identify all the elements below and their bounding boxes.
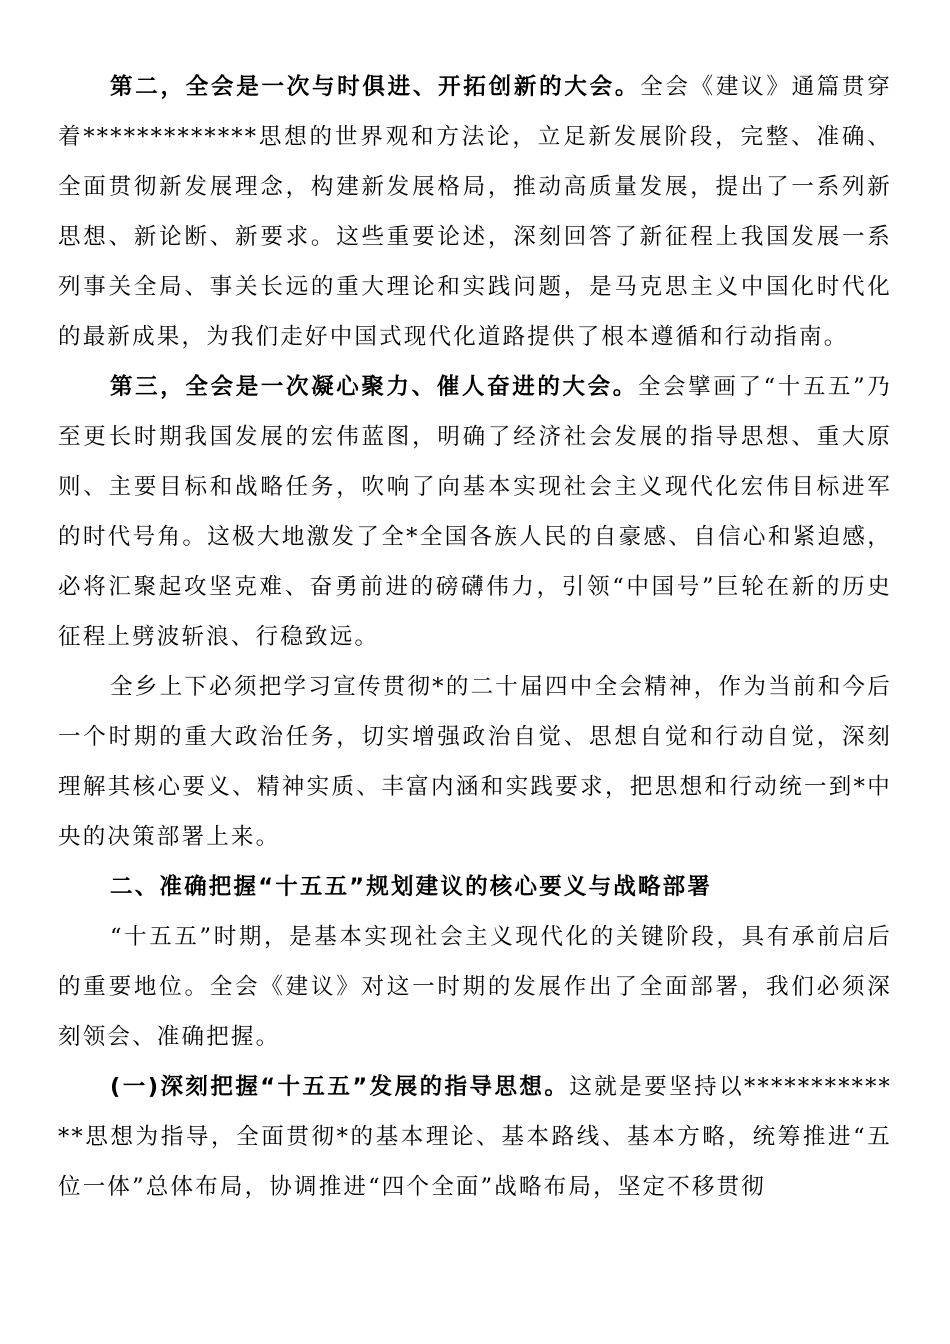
paragraph-body: “十五五”时期，是基本实现社会主义现代化的关键阶段，具有承前启后的重要地位。全会《建议》对这一时期的发展作出了全面部署，我们必须深刻领会、准确把握。 bbox=[58, 924, 892, 1050]
paragraph-township-study bbox=[58, 662, 892, 862]
paragraph-guiding-thought bbox=[58, 1062, 892, 1212]
paragraph-lead-bold: 第二，全会是一次与时俱进、开拓创新的大会。 bbox=[110, 74, 641, 100]
paragraph-lead-bold: (一)深刻把握“十五五”发展的指导思想。 bbox=[110, 1074, 570, 1100]
paragraph-body: 全乡上下必须把学习宣传贯彻*的二十届四中全会精神，作为当前和今后一个时期的重大政治任务，切实增强政治自觉、思想自觉和行动自觉，深刻理解其核心要义、精神实质、丰富内涵和实践要求，把思想和行动统一到*中央的决策部署上来。 bbox=[58, 674, 892, 850]
document-page bbox=[58, 62, 892, 1212]
paragraph-third-point bbox=[58, 362, 892, 662]
paragraph-second-point bbox=[58, 62, 892, 362]
section-heading-two: 二、准确把握“十五五”规划建议的核心要义与战略部署 bbox=[110, 874, 713, 900]
paragraph-body: 全会《建议》通篇贯穿着*************思想的世界观和方法论，立足新发展阶段，完整、准确、全面贯彻新发展理念，构建新发展格局，推动高质量发展，提出了一系列新思想、新论断、新要求。这些重要论述，深刻回答了新征程上我国发展一系列事关全局、事关长远的重大理论和实践问题，是马克思主义中国化时代化的最新成果，为我们走好中国式现代化道路提供了根本遵循和行动指南。 bbox=[58, 74, 892, 350]
paragraph-fifteenth-plan-period bbox=[58, 912, 892, 1062]
paragraph-body: 全会擘画了“十五五”乃至更长时期我国发展的宏伟蓝图，明确了经济社会发展的指导思想、重大原则、主要目标和战略任务，吹响了向基本实现社会主义现代化宏伟目标进军的时代号角。这极大地激发了全*全国各族人民的自豪感、自信心和紧迫感，必将汇聚起攻坚克难、奋勇前进的磅礴伟力，引领“中国号”巨轮在新的历史征程上劈波斩浪、行稳致远。 bbox=[58, 374, 892, 650]
paragraph-lead-bold: 第三，全会是一次凝心聚力、催人奋进的大会。 bbox=[110, 374, 638, 400]
paragraph-body: 这就是要坚持以*************思想为指导，全面贯彻*的基本理论、基本路线、基本方略，统筹推进“五位一体”总体布局，协调推进“四个全面”战略布局，坚定不移贯彻 bbox=[58, 1074, 892, 1200]
